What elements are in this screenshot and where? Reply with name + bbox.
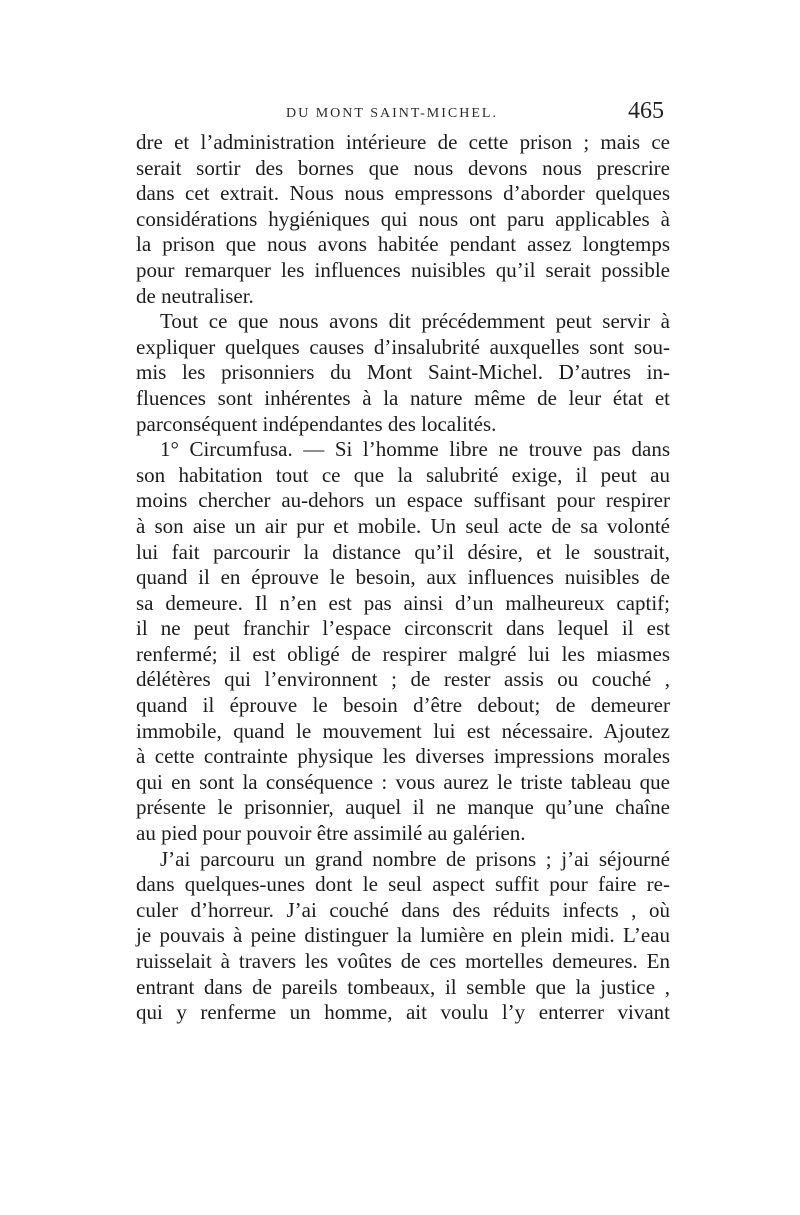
text-line: parconséquent indépendantes des localités. (136, 411, 497, 436)
text-line: à cette contrainte physique les diverses impressions morales (136, 744, 670, 769)
text-line: dre et l’administration intérieure de cette prison ; mais ce (136, 130, 670, 154)
text-line: J’ai parcouru un grand nombre de prisons ; j’ai séjourné (160, 846, 670, 871)
text-line: immobile, quand le mouvement lui est nécessaire. Ajoutez (136, 718, 670, 743)
running-header (136, 100, 670, 130)
text-line: pour remarquer les influences nuisibles qu’il serait possible (136, 257, 670, 282)
text-line: mis les prisonniers du Mont Saint-Michel. D’autres in- (136, 360, 670, 385)
text-line: expliquer quelques causes d’insalubrité auxquelles sont sou- (136, 334, 670, 359)
text-line: culer d’horreur. J’ai couché dans des réduits infects , où (136, 897, 670, 922)
text-line: lui fait parcourir la distance qu’il désire, et le soustrait, (136, 539, 670, 564)
text-line: fluences sont inhérentes à la nature même de leur état et (136, 385, 670, 410)
page-number: 465 (628, 98, 664, 124)
running-header-title: DU MONT SAINT-MICHEL. (286, 106, 498, 121)
body-text (136, 130, 670, 1026)
text-line: ruisselait à travers les voûtes de ces mortelles demeures. En (136, 949, 670, 973)
text-line: entrant dans de pareils tombeaux, il semble que la justice , (136, 974, 670, 999)
text-line: présente le prisonnier, auquel il ne manque qu’une chaîne (136, 795, 670, 820)
text-line: serait sortir des bornes que nous devons nous prescrire (136, 155, 670, 180)
text-line: Tout ce que nous avons dit précédemment peut servir à (160, 309, 670, 334)
text-line: dans quelques-unes dont le seul aspect suffit pour faire re- (136, 872, 670, 897)
text-line: la prison que nous avons habitée pendant assez longtemps (136, 232, 670, 257)
text-line: quand il éprouve le besoin d’être debout; de demeurer (136, 693, 670, 718)
text-line: qui y renferme un homme, ait voulu l’y enterrer vivant (136, 1000, 670, 1025)
text-line: à son aise un air pur et mobile. Un seul acte de sa volonté (136, 513, 670, 538)
text-line: quand il en éprouve le besoin, aux influences nuisibles de (136, 565, 670, 590)
text-line: 1° Circumfusa. — Si l’homme libre ne trouve pas dans (160, 437, 670, 462)
text-line: au pied pour pouvoir être assimilé au galérien. (136, 821, 526, 846)
text-line: délétères qui l’environnent ; de rester assis ou couché , (136, 667, 670, 692)
text-line: qui en sont la conséquence : vous aurez le triste tableau que (136, 769, 670, 794)
text-line: son habitation tout ce que la salubrité exige, il peut au (136, 462, 670, 487)
text-line: renfermé; il est obligé de respirer malgré lui les miasmes (136, 641, 670, 666)
text-line: je pouvais à peine distinguer la lumière en plein midi. L’eau (136, 923, 670, 948)
text-line: sa demeure. Il n’en est pas ainsi d’un malheureux captif; (136, 590, 670, 615)
text-line: dans cet extrait. Nous nous empressons d’aborder quelques (136, 181, 670, 206)
text-line: de neutraliser. (136, 283, 254, 308)
text-line: considérations hygiéniques qui nous ont paru applicables à (136, 206, 670, 231)
text-line: moins chercher au-dehors un espace suffisant pour respirer (136, 488, 670, 513)
text-line: il ne peut franchir l’espace circonscrit dans lequel il est (136, 616, 670, 641)
